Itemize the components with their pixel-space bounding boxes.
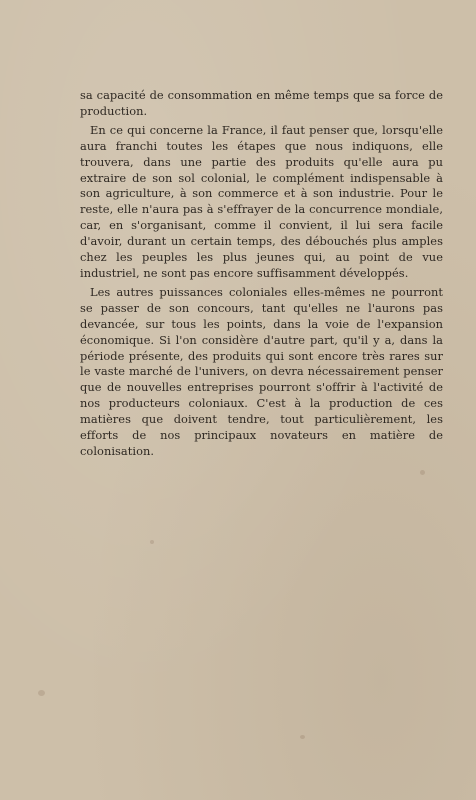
paper-stain: [420, 470, 425, 475]
paper-stain: [38, 690, 45, 696]
paragraph-continued: sa capacité de consommation en même temps que sa force de production.: [80, 88, 443, 118]
paragraph-france: En ce qui concerne la France, il faut penser que, lorsqu'elle aura franchi toutes les étapes que nous indiquons, elle trouvera, dans une partie des produits qu'elle aura pu extraire de son sol colonial, le complément indispensable à son agriculture, à son commerce et à son industrie. Pour le reste, elle n'aura pas à s'effrayer de la concurrence mondiale, car, en s'organisant, comme il convient, il lui sera facile d'avoir, durant un certain temps, des débouchés plus amples chez les peuples les plus jeunes qui, au point de vue industriel, ne sont pas encore suffisamment développés.: [80, 122, 443, 280]
paper-stain: [300, 735, 305, 739]
body-text: [80, 88, 443, 463]
paper-stain: [150, 540, 154, 544]
paragraph-colonial-powers: Les autres puissances coloniales elles-mêmes ne pourront se passer de son concours, tant qu'elles ne l'aurons pas devancée, sur tous les points, dans la voie de l'expansion économique. Si l'on considère d'autre part, qu'il y a, dans la période présente, des produits qui sont encore très rares sur le vaste marché de l'univers, on devra nécessairement penser que de nouvelles entreprises pourront s'offrir à l'activité de nos producteurs coloniaux. C'est à la production de ces matières que doivent tendre, tout particulièrement, les efforts de nos principaux novateurs en matière de colonisation.: [80, 284, 443, 458]
